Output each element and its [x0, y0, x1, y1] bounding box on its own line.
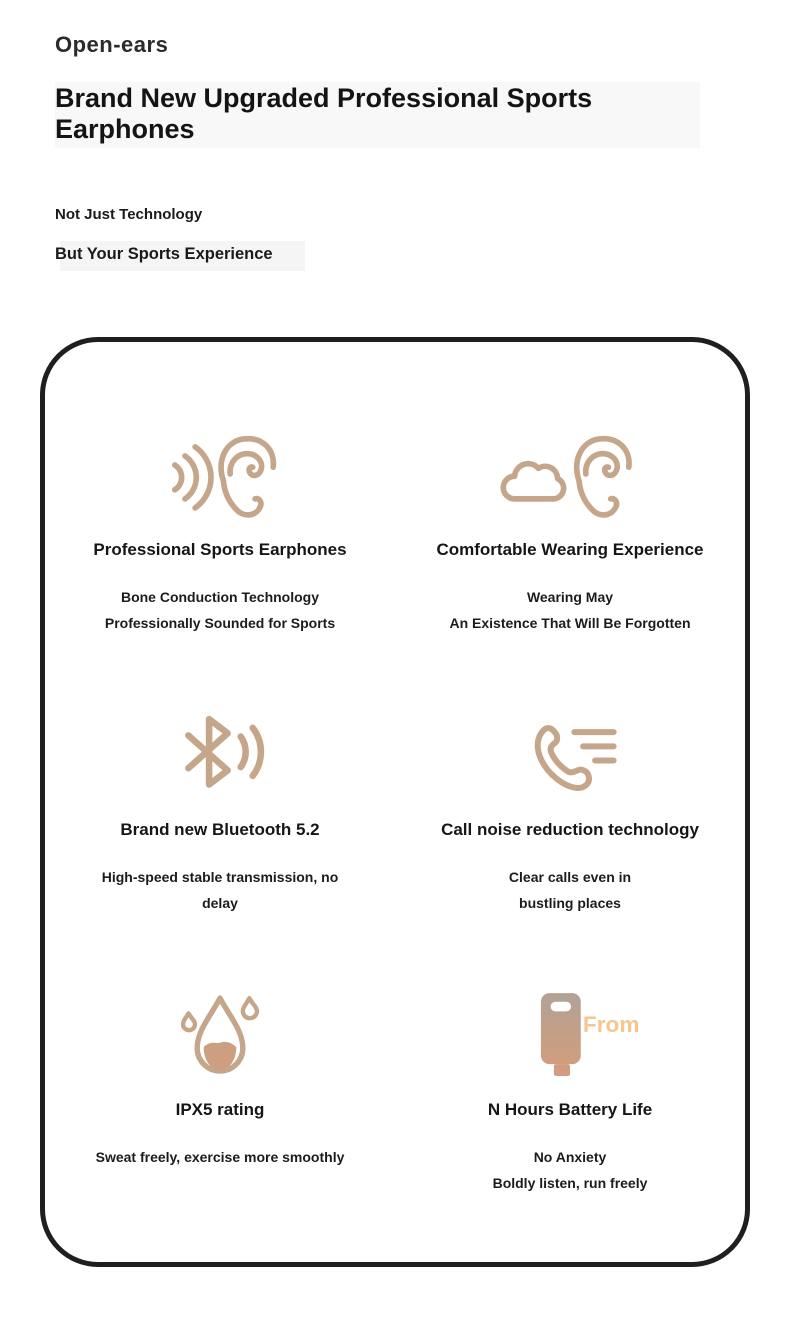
feature-subtitle	[96, 1144, 345, 1170]
ear-soundwave-icon	[151, 420, 289, 528]
feature-subtitle-line: delay	[202, 895, 238, 911]
feature-subtitle-line: An Existence That Will Be Forgotten	[449, 615, 691, 631]
feature-subtitle	[105, 584, 335, 636]
feature-subtitle	[102, 864, 339, 916]
features-panel	[40, 337, 750, 1267]
feature-title: Brand new Bluetooth 5.2	[120, 820, 320, 839]
feature-subtitle-line: Professionally Sounded for Sports	[104, 615, 336, 631]
feature-subtitle-line: Clear calls even in	[508, 869, 632, 885]
feature-subtitle-line: Wearing May	[526, 589, 614, 605]
feature-card-bluetooth	[45, 700, 395, 980]
feature-title: N Hours Battery Life	[487, 1100, 653, 1119]
feature-title: IPX5 rating	[175, 1100, 265, 1119]
tagline-small: Not Just Technology	[55, 206, 203, 223]
feature-subtitle-line: High-speed stable transmission, no	[101, 869, 339, 885]
feature-card-battery	[395, 980, 745, 1260]
feature-subtitle-line: Bone Conduction Technology	[120, 589, 320, 605]
feature-subtitle	[493, 1144, 648, 1196]
cloud-ear-icon	[495, 420, 645, 528]
feature-card-comfortable-wearing	[395, 420, 745, 700]
feature-subtitle-line: No Anxiety	[533, 1149, 607, 1165]
from-label: From	[582, 1011, 640, 1037]
waterdrop-icon	[170, 980, 270, 1088]
feature-title: Comfortable Wearing Experience	[436, 540, 704, 559]
feature-subtitle-line: Sweat freely, exercise more smoothly	[95, 1149, 345, 1165]
feature-card-ipx5	[45, 980, 395, 1260]
page-title: Brand New Upgraded Professional Sports Earphones	[55, 83, 593, 144]
features-grid	[45, 342, 745, 1260]
tagline-large: But Your Sports Experience	[55, 245, 273, 263]
feature-subtitle-line: bustling places	[519, 895, 621, 911]
feature-subtitle-line: Boldly listen, run freely	[492, 1175, 648, 1191]
feature-card-sports-earphones	[45, 420, 395, 700]
brand-logo: Open-ears	[55, 32, 169, 57]
phone-call-icon	[511, 700, 629, 808]
feature-subtitle	[509, 864, 631, 916]
feature-title: Professional Sports Earphones	[93, 540, 347, 559]
feature-card-call-noise-reduction	[395, 700, 745, 980]
feature-title: Call noise reduction technology	[441, 820, 699, 839]
feature-subtitle	[449, 584, 690, 636]
battery-icon	[500, 980, 640, 1088]
bluetooth-icon	[160, 700, 280, 808]
